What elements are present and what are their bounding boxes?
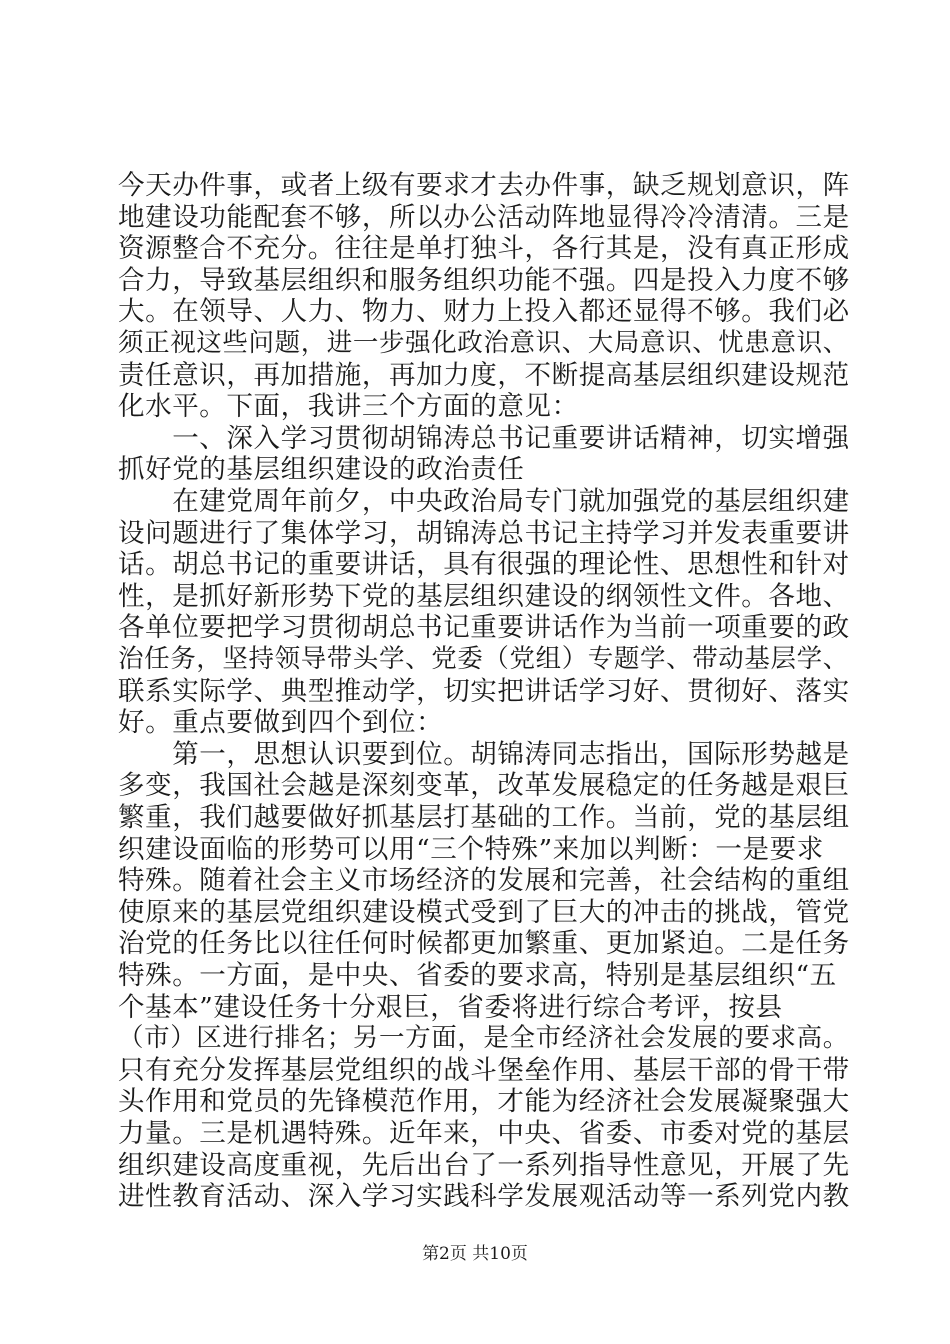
page-number-footer: 第2页 共10页: [422, 1244, 528, 1264]
body-text-line: 特殊。一方面，是中央、省委的要求高，特别是基层组织“五: [118, 960, 837, 991]
body-text-line: 头作用和党员的先锋模范作用，才能为经济社会发展凝聚强大: [118, 1086, 850, 1118]
body-text-line: 大。在领导、人力、物力、财力上投入都还显得不够。我们必: [118, 296, 850, 328]
body-text-line: 治党的任务比以往任何时候都更加繁重、更加紧迫。二是任务: [118, 928, 850, 960]
body-text-line: 性，是抓好新形势下党的基层组织建设的纲领性文件。各地、: [118, 580, 850, 612]
body-text-line: 联系实际学、典型推动学，切实把讲话学习好、贯彻好、落实: [118, 675, 850, 707]
body-text-line: 化水平。下面，我讲三个方面的意见：: [118, 391, 579, 423]
body-text-line: 设问题进行了集体学习，胡锦涛总书记主持学习并发表重要讲: [118, 517, 850, 549]
body-text-line: 地建设功能配套不够，所以办公活动阵地显得冷冷清清。三是: [118, 201, 850, 233]
body-text-line: 话。胡总书记的重要讲话，具有很强的理论性、思想性和针对: [118, 549, 850, 581]
body-text-line: 特殊。随着社会主义市场经济的发展和完善，社会结构的重组: [118, 865, 850, 897]
body-text-line: 须正视这些问题，进一步强化政治意识、大局意识、忧患意识、: [118, 328, 849, 358]
body-text-line: 多变，我国社会越是深刻变革，改革发展稳定的任务越是艰巨: [118, 770, 850, 802]
section-heading-line: 一、深入学习贯彻胡锦涛总书记重要讲话精神，切实增强: [118, 422, 850, 454]
body-text-line: 力量。三是机遇特殊。近年来，中央、省委、市委对党的基层: [118, 1118, 850, 1149]
body-text-line: 合力，导致基层组织和服务组织功能不强。四是投入力度不够: [118, 264, 850, 296]
body-text-line: 组织建设高度重视，先后出台了一系列指导性意见，开展了先: [118, 1149, 850, 1181]
body-text-line: 繁重，我们越要做好抓基层打基础的工作。当前，党的基层组: [118, 802, 850, 833]
body-text-line: 进性教育活动、深入学习实践科学发展观活动等一系列党内教: [118, 1181, 850, 1213]
body-text-line: 治任务，坚持领导带头学、党委（党组）专题学、带动基层学、: [118, 644, 849, 674]
body-text-line: 资源整合不充分。往往是单打独斗，各行其是，没有真正形成: [118, 233, 850, 265]
body-text-line: 只有充分发挥基层党组织的战斗堡垒作用、基层干部的骨干带: [118, 1054, 850, 1086]
body-text-line: 好。重点要做到四个到位：: [118, 707, 444, 739]
body-text-line: 今天办件事，或者上级有要求才去办件事，缺乏规划意识，阵: [118, 170, 850, 201]
body-text-line: （市）区进行排名；另一方面，是全市经济社会发展的要求高。: [118, 1023, 849, 1054]
body-text-line: 个基本”建设任务十分艰巨，省委将进行综合考评，按县: [118, 991, 783, 1023]
body-text-line: 在建党周年前夕，中央政治局专门就加强党的基层组织建: [118, 486, 850, 517]
body-text-line: 使原来的基层党组织建设模式受到了巨大的冲击的挑战，管党: [118, 896, 850, 928]
body-text-line: 责任意识，再加措施，再加力度，不断提高基层组织建设规范: [118, 359, 850, 391]
section-heading-line: 抓好党的基层组织建设的政治责任: [118, 454, 525, 486]
body-text-line: 第一，思想认识要到位。胡锦涛同志指出，国际形势越是: [118, 738, 850, 770]
body-text-line: 织建设面临的形势可以用“三个特殊”来加以判断：一是要求: [118, 833, 824, 865]
body-text-line: 各单位要把学习贯彻胡总书记重要讲话作为当前一项重要的政: [118, 612, 850, 644]
